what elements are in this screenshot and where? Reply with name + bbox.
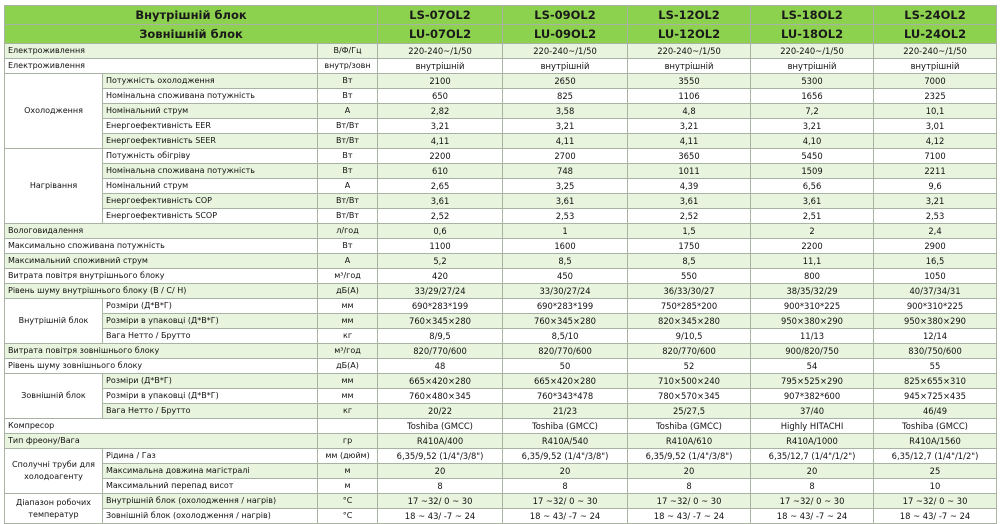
- spec-value: 1100: [378, 239, 503, 254]
- spec-row: [5, 239, 997, 254]
- spec-value: R410A/400: [378, 434, 503, 449]
- spec-value: 690*283*199: [503, 299, 628, 314]
- spec-value: 665×420×280: [378, 374, 503, 389]
- spec-row: [5, 164, 997, 179]
- spec-value: 18 ~ 43/ -7 ~ 24: [503, 509, 628, 524]
- spec-value: 8/9,5: [378, 329, 503, 344]
- spec-label: Номінальний струм: [103, 104, 318, 119]
- spec-unit: Вт/Вт: [318, 194, 378, 209]
- spec-value: 1106: [628, 89, 751, 104]
- spec-value: 760*343*478: [503, 389, 628, 404]
- spec-value: 795×525×290: [751, 374, 874, 389]
- spec-value: 3,21: [874, 194, 997, 209]
- spec-value: 220-240~/1/50: [751, 44, 874, 59]
- spec-row: [5, 434, 997, 449]
- spec-label: Максимальна довжина магістралі: [103, 464, 318, 479]
- spec-value: 7,2: [751, 104, 874, 119]
- spec-value: 5300: [751, 74, 874, 89]
- spec-value: 220-240~/1/50: [874, 44, 997, 59]
- spec-unit: м³/год: [318, 269, 378, 284]
- spec-label: Енергоефективність COP: [103, 194, 318, 209]
- spec-value: 3,25: [503, 179, 628, 194]
- spec-label: Максимальний споживний струм: [5, 254, 318, 269]
- spec-value: 8: [628, 479, 751, 494]
- spec-value: 55: [874, 359, 997, 374]
- spec-value: 9,6: [874, 179, 997, 194]
- spec-value: 7000: [874, 74, 997, 89]
- spec-value: внутрішній: [628, 59, 751, 74]
- spec-value: 20: [503, 464, 628, 479]
- spec-value: 2,82: [378, 104, 503, 119]
- spec-value: 4,11: [378, 134, 503, 149]
- spec-label: Електроживлення: [5, 44, 318, 59]
- spec-label: Зовнішній блок (охолодження / нагрів): [103, 509, 318, 524]
- spec-label: Рідина / Газ: [103, 449, 318, 464]
- spec-value: 8,5: [628, 254, 751, 269]
- spec-value: 2,53: [503, 209, 628, 224]
- spec-value: 38/35/32/29: [751, 284, 874, 299]
- spec-value: 54: [751, 359, 874, 374]
- spec-table: [4, 5, 997, 524]
- spec-value: R410A/1560: [874, 434, 997, 449]
- spec-value: 4,12: [874, 134, 997, 149]
- spec-row: [5, 44, 997, 59]
- spec-label: Внутрішній блок (охолодження / нагрів): [103, 494, 318, 509]
- spec-unit: м: [318, 479, 378, 494]
- spec-value: внутрішній: [378, 59, 503, 74]
- spec-value: 50: [503, 359, 628, 374]
- spec-row: [5, 299, 997, 314]
- spec-value: 2,52: [628, 209, 751, 224]
- spec-value: 1600: [503, 239, 628, 254]
- spec-row: [5, 284, 997, 299]
- spec-value: 6,35/12,7 (1/4"/1/2"): [751, 449, 874, 464]
- spec-unit: А: [318, 254, 378, 269]
- spec-value: 52: [628, 359, 751, 374]
- spec-value: 4,11: [628, 134, 751, 149]
- spec-unit: Вт/Вт: [318, 119, 378, 134]
- spec-value: 48: [378, 359, 503, 374]
- spec-value: 8: [503, 479, 628, 494]
- spec-value: 900*310*225: [874, 299, 997, 314]
- spec-value: 3,61: [751, 194, 874, 209]
- spec-value: 17 ~32/ 0 ~ 30: [628, 494, 751, 509]
- spec-value: 11,1: [751, 254, 874, 269]
- spec-value: Toshiba (GMCC): [378, 419, 503, 434]
- spec-value: 3,61: [503, 194, 628, 209]
- group-label: Нагрівання: [5, 149, 103, 224]
- spec-row: [5, 404, 997, 419]
- spec-label: Витрата повітря внутрішнього блоку: [5, 269, 318, 284]
- spec-value: 6,35/12,7 (1/4"/1/2"): [874, 449, 997, 464]
- spec-value: 6,56: [751, 179, 874, 194]
- spec-unit: гр: [318, 434, 378, 449]
- spec-value: 3,21: [378, 119, 503, 134]
- spec-value: 2,65: [378, 179, 503, 194]
- spec-unit: л/год: [318, 224, 378, 239]
- spec-label: Вага Нетто / Брутто: [103, 329, 318, 344]
- spec-value: 800: [751, 269, 874, 284]
- spec-value: 750*285*200: [628, 299, 751, 314]
- spec-value: 820/770/600: [503, 344, 628, 359]
- group-label: Зовнішній блок: [5, 374, 103, 419]
- spec-label: Енергоефективність EER: [103, 119, 318, 134]
- spec-value: 33/29/27/24: [378, 284, 503, 299]
- spec-value: 3,58: [503, 104, 628, 119]
- spec-unit: Вт: [318, 74, 378, 89]
- spec-value: 33/30/27/24: [503, 284, 628, 299]
- spec-value: Highly HITACHI: [751, 419, 874, 434]
- spec-row: [5, 449, 997, 464]
- spec-value: 9/10,5: [628, 329, 751, 344]
- spec-value: 690*283*199: [378, 299, 503, 314]
- spec-value: 6,35/9,52 (1/4"/3/8"): [503, 449, 628, 464]
- spec-value: 17 ~32/ 0 ~ 30: [874, 494, 997, 509]
- spec-value: 3550: [628, 74, 751, 89]
- spec-row: [5, 209, 997, 224]
- spec-unit: Вт: [318, 89, 378, 104]
- model-name: LU-18OL2: [751, 25, 874, 44]
- spec-row: [5, 494, 997, 509]
- spec-value: 3,01: [874, 119, 997, 134]
- spec-label: Електроживлення: [5, 59, 318, 74]
- spec-value: 820/770/600: [378, 344, 503, 359]
- spec-row: [5, 314, 997, 329]
- spec-unit: А: [318, 104, 378, 119]
- spec-label: Потужність охолодження: [103, 74, 318, 89]
- spec-value: 6,35/9,52 (1/4"/3/8"): [628, 449, 751, 464]
- spec-value: 6,35/9,52 (1/4"/3/8"): [378, 449, 503, 464]
- spec-value: 3,61: [628, 194, 751, 209]
- spec-value: 650: [378, 89, 503, 104]
- spec-unit: дБ(А): [318, 284, 378, 299]
- spec-value: 760×345×280: [378, 314, 503, 329]
- header-title: Зовнішній блок: [5, 25, 378, 44]
- group-label: Внутрішній блок: [5, 299, 103, 344]
- spec-unit: [318, 419, 378, 434]
- model-name: LU-07OL2: [378, 25, 503, 44]
- spec-row: [5, 224, 997, 239]
- spec-unit: м³/год: [318, 344, 378, 359]
- header-title: Внутрішній блок: [5, 6, 378, 25]
- spec-value: внутрішній: [874, 59, 997, 74]
- spec-label: Рівень шуму внутрішнього блоку (В / С/ Н): [5, 284, 318, 299]
- spec-row: [5, 194, 997, 209]
- spec-label: Енергоефективність SCOP: [103, 209, 318, 224]
- spec-label: Розміри (Д*В*Г): [103, 299, 318, 314]
- group-label: Діапазон робочих температур: [5, 494, 103, 524]
- spec-label: Розміри в упаковці (Д*В*Г): [103, 314, 318, 329]
- spec-row: [5, 59, 997, 74]
- spec-label: Вологовидалення: [5, 224, 318, 239]
- spec-value: 220-240~/1/50: [378, 44, 503, 59]
- spec-unit: мм: [318, 314, 378, 329]
- spec-value: 8: [378, 479, 503, 494]
- spec-unit: мм: [318, 299, 378, 314]
- spec-unit: Вт: [318, 239, 378, 254]
- spec-value: 220-240~/1/50: [503, 44, 628, 59]
- spec-value: 950×380×290: [751, 314, 874, 329]
- spec-value: R410A/1000: [751, 434, 874, 449]
- spec-value: 825×655×310: [874, 374, 997, 389]
- spec-value: 1656: [751, 89, 874, 104]
- spec-value: 550: [628, 269, 751, 284]
- spec-value: 1011: [628, 164, 751, 179]
- spec-value: 8,5/10: [503, 329, 628, 344]
- spec-label: Номінальна споживана потужність: [103, 164, 318, 179]
- spec-value: 2650: [503, 74, 628, 89]
- spec-unit: Вт: [318, 164, 378, 179]
- spec-value: Toshiba (GMCC): [628, 419, 751, 434]
- spec-value: 18 ~ 43/ -7 ~ 24: [628, 509, 751, 524]
- spec-value: 2,4: [874, 224, 997, 239]
- spec-value: 780×570×345: [628, 389, 751, 404]
- spec-row: [5, 104, 997, 119]
- spec-unit: мм: [318, 374, 378, 389]
- spec-label: Потужність обігріву: [103, 149, 318, 164]
- spec-value: 5,2: [378, 254, 503, 269]
- spec-row: [5, 389, 997, 404]
- spec-row: [5, 344, 997, 359]
- spec-value: 900/820/750: [751, 344, 874, 359]
- spec-value: 3,21: [503, 119, 628, 134]
- spec-value: 825: [503, 89, 628, 104]
- spec-unit: внутр/зовн: [318, 59, 378, 74]
- spec-value: 2200: [751, 239, 874, 254]
- spec-value: 4,10: [751, 134, 874, 149]
- spec-row: [5, 329, 997, 344]
- spec-row: [5, 254, 997, 269]
- spec-value: 12/14: [874, 329, 997, 344]
- spec-row: [5, 179, 997, 194]
- spec-value: 18 ~ 43/ -7 ~ 24: [751, 509, 874, 524]
- spec-value: 0,6: [378, 224, 503, 239]
- spec-row: [5, 374, 997, 389]
- model-name: LS-12OL2: [628, 6, 751, 25]
- spec-unit: мм (дюйм): [318, 449, 378, 464]
- spec-unit: м: [318, 464, 378, 479]
- model-name: LU-12OL2: [628, 25, 751, 44]
- spec-label: Розміри (Д*В*Г): [103, 374, 318, 389]
- spec-value: 2: [751, 224, 874, 239]
- outdoor-models-header: [5, 25, 997, 44]
- model-name: LS-24OL2: [874, 6, 997, 25]
- spec-label: Розміри в упаковці (Д*В*Г): [103, 389, 318, 404]
- spec-value: 760×345×280: [503, 314, 628, 329]
- spec-value: 10,1: [874, 104, 997, 119]
- spec-value: 2700: [503, 149, 628, 164]
- spec-value: 46/49: [874, 404, 997, 419]
- spec-value: 8: [751, 479, 874, 494]
- spec-label: Енергоефективність SEER: [103, 134, 318, 149]
- spec-value: внутрішній: [503, 59, 628, 74]
- spec-unit: кг: [318, 404, 378, 419]
- spec-value: 907*382*600: [751, 389, 874, 404]
- spec-value: 950×380×290: [874, 314, 997, 329]
- spec-value: 450: [503, 269, 628, 284]
- spec-value: 665×420×280: [503, 374, 628, 389]
- spec-value: 820/770/600: [628, 344, 751, 359]
- spec-unit: °С: [318, 494, 378, 509]
- model-name: LU-09OL2: [503, 25, 628, 44]
- spec-value: 3,21: [628, 119, 751, 134]
- spec-label: Вага Нетто / Брутто: [103, 404, 318, 419]
- spec-row: [5, 74, 997, 89]
- spec-row: [5, 119, 997, 134]
- spec-value: 2,52: [378, 209, 503, 224]
- spec-value: 20/22: [378, 404, 503, 419]
- spec-value: 21/23: [503, 404, 628, 419]
- spec-label: Тип фреону/Вага: [5, 434, 318, 449]
- spec-value: 7100: [874, 149, 997, 164]
- spec-value: 2900: [874, 239, 997, 254]
- spec-value: 820×345×280: [628, 314, 751, 329]
- spec-value: 25/27,5: [628, 404, 751, 419]
- spec-label: Максимально споживана потужність: [5, 239, 318, 254]
- spec-value: Toshiba (GMCC): [874, 419, 997, 434]
- spec-value: 37/40: [751, 404, 874, 419]
- spec-value: 2,51: [751, 209, 874, 224]
- spec-value: 17 ~32/ 0 ~ 30: [503, 494, 628, 509]
- model-name: LS-09OL2: [503, 6, 628, 25]
- spec-value: 20: [628, 464, 751, 479]
- spec-row: [5, 269, 997, 284]
- spec-value: 1050: [874, 269, 997, 284]
- spec-unit: Вт/Вт: [318, 134, 378, 149]
- spec-value: 25: [874, 464, 997, 479]
- spec-value: Toshiba (GMCC): [503, 419, 628, 434]
- spec-label: Рівень шуму зовнішнього блоку: [5, 359, 318, 374]
- spec-value: 18 ~ 43/ -7 ~ 24: [874, 509, 997, 524]
- spec-value: 760×480×345: [378, 389, 503, 404]
- spec-label: Номінальна споживана потужність: [103, 89, 318, 104]
- spec-row: [5, 464, 997, 479]
- spec-unit: кг: [318, 329, 378, 344]
- spec-value: 830/750/600: [874, 344, 997, 359]
- spec-value: 420: [378, 269, 503, 284]
- spec-value: 16,5: [874, 254, 997, 269]
- spec-value: 18 ~ 43/ -7 ~ 24: [378, 509, 503, 524]
- spec-value: 10: [874, 479, 997, 494]
- spec-row: [5, 149, 997, 164]
- spec-value: 5450: [751, 149, 874, 164]
- spec-unit: мм: [318, 389, 378, 404]
- spec-row: [5, 359, 997, 374]
- model-name: LS-18OL2: [751, 6, 874, 25]
- spec-value: 4,39: [628, 179, 751, 194]
- spec-value: 900*310*225: [751, 299, 874, 314]
- spec-value: 1750: [628, 239, 751, 254]
- group-label: Сполучні труби для холодоагенту: [5, 449, 103, 494]
- spec-value: 20: [751, 464, 874, 479]
- spec-value: 17 ~32/ 0 ~ 30: [751, 494, 874, 509]
- group-label: Охолодження: [5, 74, 103, 149]
- spec-value: 610: [378, 164, 503, 179]
- spec-value: 3,61: [378, 194, 503, 209]
- spec-unit: В/Ф/Гц: [318, 44, 378, 59]
- spec-value: 3650: [628, 149, 751, 164]
- spec-value: R410A/610: [628, 434, 751, 449]
- spec-unit: °С: [318, 509, 378, 524]
- indoor-models-header: [5, 6, 997, 25]
- spec-value: 220-240~/1/50: [628, 44, 751, 59]
- spec-value: 2200: [378, 149, 503, 164]
- spec-value: 20: [378, 464, 503, 479]
- spec-value: 40/37/34/31: [874, 284, 997, 299]
- spec-row: [5, 479, 997, 494]
- spec-value: 2325: [874, 89, 997, 104]
- spec-value: 710×500×240: [628, 374, 751, 389]
- model-name: LU-24OL2: [874, 25, 997, 44]
- spec-row: [5, 419, 997, 434]
- spec-value: 1: [503, 224, 628, 239]
- spec-value: внутрішній: [751, 59, 874, 74]
- spec-value: 4,8: [628, 104, 751, 119]
- spec-value: 3,21: [751, 119, 874, 134]
- spec-label: Витрата повітря зовнішнього блоку: [5, 344, 318, 359]
- spec-row: [5, 89, 997, 104]
- spec-label: Максимальний перепад висот: [103, 479, 318, 494]
- spec-unit: А: [318, 179, 378, 194]
- spec-unit: Вт: [318, 149, 378, 164]
- spec-unit: дБ(А): [318, 359, 378, 374]
- spec-unit: Вт/Вт: [318, 209, 378, 224]
- spec-value: R410A/540: [503, 434, 628, 449]
- spec-row: [5, 134, 997, 149]
- spec-label: Номінальний струм: [103, 179, 318, 194]
- spec-value: 2211: [874, 164, 997, 179]
- spec-label: Компресор: [5, 419, 318, 434]
- spec-value: 11/13: [751, 329, 874, 344]
- spec-row: [5, 509, 997, 524]
- spec-value: 36/33/30/27: [628, 284, 751, 299]
- spec-value: 945×725×435: [874, 389, 997, 404]
- spec-value: 1509: [751, 164, 874, 179]
- spec-value: 1,5: [628, 224, 751, 239]
- spec-value: 8,5: [503, 254, 628, 269]
- spec-value: 748: [503, 164, 628, 179]
- spec-value: 2,53: [874, 209, 997, 224]
- spec-value: 2100: [378, 74, 503, 89]
- spec-value: 17 ~32/ 0 ~ 30: [378, 494, 503, 509]
- model-name: LS-07OL2: [378, 6, 503, 25]
- spec-value: 4,11: [503, 134, 628, 149]
